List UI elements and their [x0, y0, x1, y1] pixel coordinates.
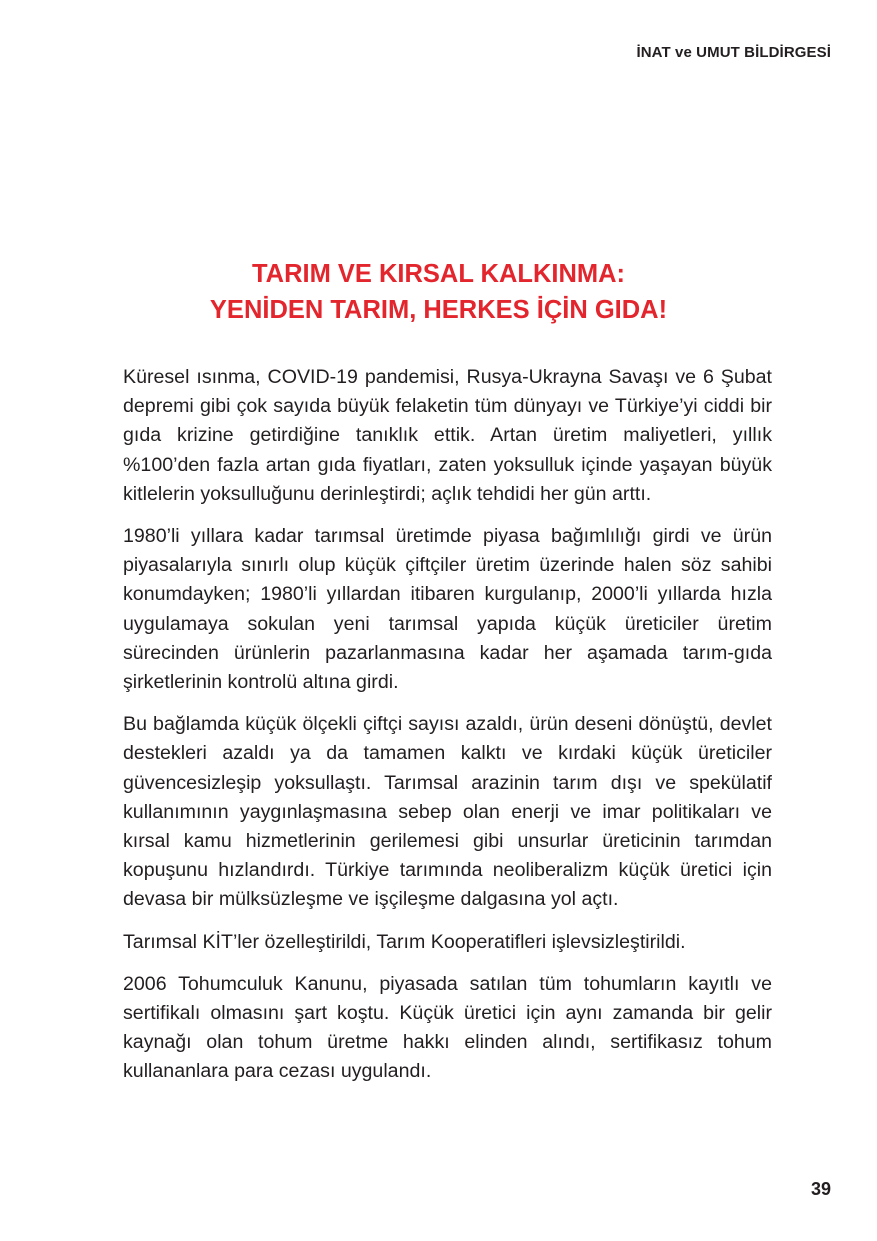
paragraph: Bu bağlamda küçük ölçekli çiftçi sayısı azaldı, ürün deseni dönüştü, devlet destekleri azaldı ya da tamamen kalktı ve kırdaki küçük üreticiler güvencesizleşip yoksullaştı. Tarımsal arazinin tarım dışı ve spekülatif kullanımının yaygınlaşmasına sebep olan enerji ve imar politikaları ve kırsal kamu hizmetlerinin gerilemesi gibi unsurlar üreticinin tarımdan kopuşunu hızlandırdı. Türkiye tarımında neoliberalizm küçük üretici için devasa bir mülksüzleşme ve işçileşme dalgasına yol açtı.	[123, 713, 772, 911]
chapter-title	[0, 256, 877, 328]
chapter-title-line-2: YENİDEN TARIM, HERKES İÇİN GIDA!	[209, 296, 668, 324]
paragraph: 1980’li yıllara kadar tarımsal üretimde piyasa bağımlılığı girdi ve ürün piyasalarıyla sınırlı olup küçük çiftçiler üretim üzerinde halen söz sahibi konumdayken; 1980’li yıllardan itibaren kurgulanıp, 2000’li yıllarda hızla uygulamaya sokulan yeni tarımsal yapıda küçük üreticiler üretim sürecinden ürünlerin pazarlanmasına kadar her aşamada tarım-gıda şirketlerinin kontrolü altına girdi.	[123, 525, 772, 694]
chapter-title-line-1: TARIM VE KIRSAL KALKINMA:	[251, 260, 626, 288]
paragraph: 2006 Tohumculuk Kanunu, piyasada satılan tüm tohumların kayıtlı ve sertifikalı olmasını şart koştu. Küçük üretici için aynı zamanda bir gelir kaynağı olan tohum üretme hakkı elinden alındı, sertifikasız tohum kullananlara para cezası uygulandı.	[123, 972, 772, 1083]
running-header: İNAT ve UMUT BİLDİRGESİ	[636, 44, 831, 61]
paragraph: Küresel ısınma, COVID-19 pandemisi, Rusya-Ukrayna Savaşı ve 6 Şubat depremi gibi çok sayıda büyük felaketin tüm dünyayı ve Türkiye’yi ciddi bir gıda krizine getirdiğine tanıklık ettik. Artan üretim maliyetleri, yıllık %100’den fazla artan gıda fiyatları, zaten yoksulluk içinde yaşayan büyük kitlelerin yoksulluğunu derinleştirdi; açlık tehdidi her gün arttı.	[123, 366, 772, 505]
paragraph: Tarımsal KİT’ler özelleştirildi, Tarım Kooperatifleri işlevsizleştirildi.	[123, 930, 686, 953]
page-number: 39	[810, 1179, 831, 1199]
body-text	[123, 363, 772, 1100]
